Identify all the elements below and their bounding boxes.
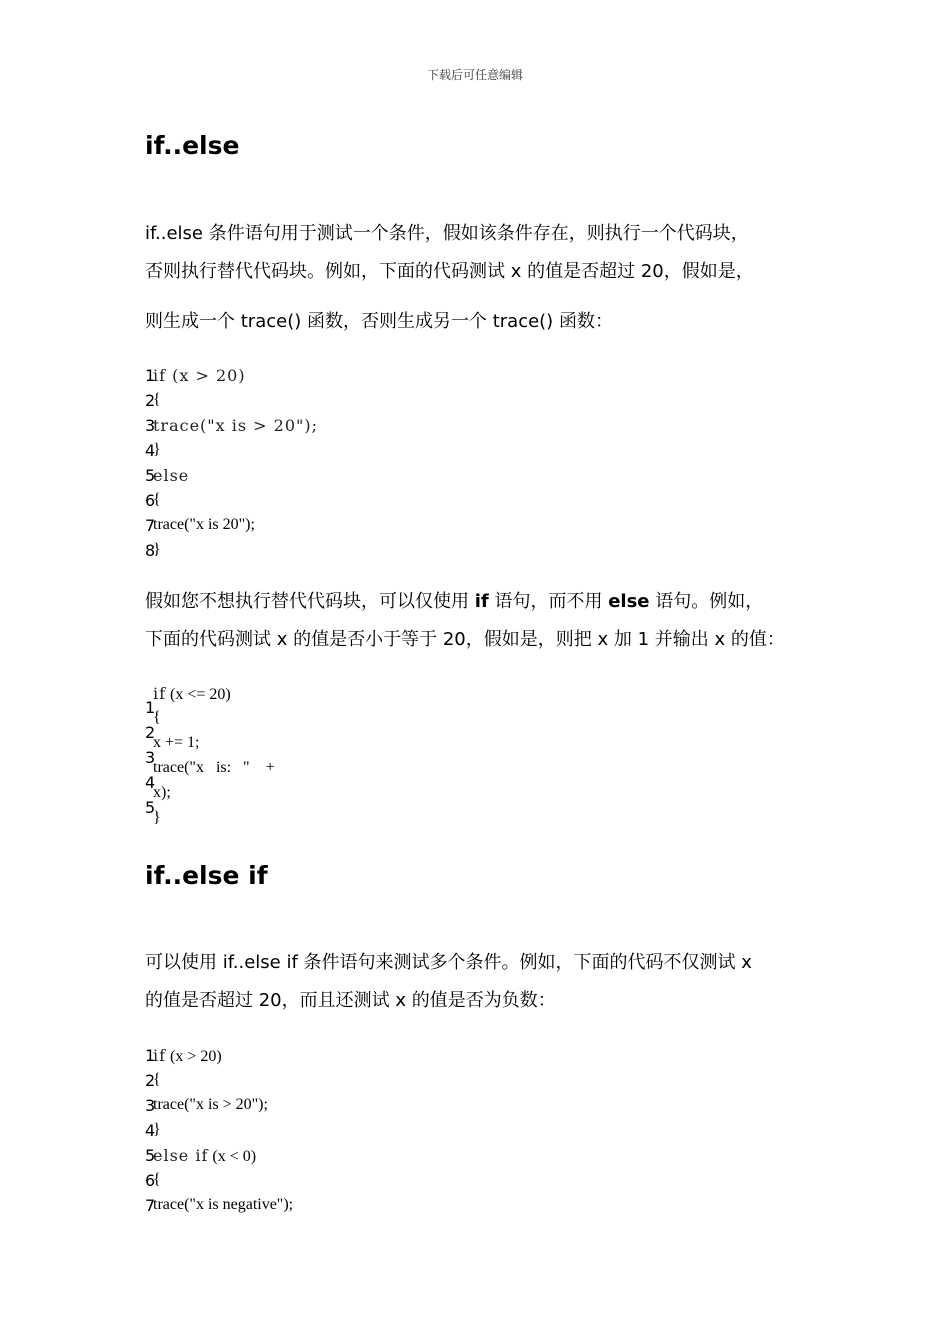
text-run: 条件语句来测试多个条件。例如，下面的代码不仅测试 — [297, 952, 742, 973]
text-run: 的值是否超过 — [145, 990, 259, 1011]
text-run: else — [608, 591, 650, 612]
text-run: x — [276, 629, 288, 650]
text-run: } — [153, 441, 161, 458]
line-number: 7 — [145, 1196, 156, 1215]
code-line — [153, 1171, 161, 1189]
text-run: 下面的代码测试 — [145, 629, 277, 650]
line-number: 3 — [145, 416, 156, 435]
paragraph-line — [145, 587, 805, 613]
text-run: 假如您不想执行替代代码块，可以仅使用 — [145, 591, 475, 612]
text-run: (x > 20) — [166, 1048, 222, 1065]
text-run: if (x > 20) — [153, 366, 246, 385]
text-run: 的值是否为负数： — [406, 990, 556, 1011]
text-run: else — [153, 466, 190, 485]
paragraph-line — [145, 307, 805, 333]
text-run: 语句。例如， — [649, 591, 764, 612]
text-run: 的值是否小于等于 — [287, 629, 443, 650]
text-run: (x <= 20) — [166, 686, 231, 703]
text-run: 否则执行替代代码块。例如，下面的代码测试 — [145, 261, 511, 282]
code-line — [153, 1146, 256, 1166]
text-run: trace() — [492, 311, 554, 332]
text-run: } — [153, 1121, 161, 1138]
paragraph-line — [145, 219, 805, 245]
line-number: 3 — [145, 748, 156, 767]
line-number: 3 — [145, 1096, 156, 1115]
text-run: x += 1; — [153, 734, 200, 751]
text-run: 加 — [608, 629, 638, 650]
text-run: else if — [153, 1146, 209, 1165]
code-line — [153, 466, 189, 486]
line-number: 4 — [145, 441, 156, 460]
text-run: trace() — [240, 311, 302, 332]
code-line — [153, 441, 161, 459]
text-run: trace("x is negative"); — [153, 1196, 294, 1213]
code-line — [153, 759, 275, 777]
text-run: 20 — [258, 990, 282, 1011]
text-run: x); — [153, 784, 171, 801]
text-run: 20 — [442, 629, 466, 650]
section-heading-if-else: if..else — [145, 131, 240, 160]
paragraph-line — [145, 948, 805, 974]
code-line — [153, 1071, 161, 1089]
text-run: if..else — [145, 223, 203, 244]
text-run: trace("x is 20"); — [153, 516, 255, 533]
text-run: 语句，而不用 — [488, 591, 609, 612]
text-run: 函数： — [553, 311, 613, 332]
line-number: 2 — [145, 391, 156, 410]
text-run: x — [714, 629, 726, 650]
code-line — [153, 1096, 268, 1114]
text-run: 并输出 — [649, 629, 715, 650]
line-number: 1 — [145, 366, 156, 385]
text-run: x — [395, 990, 407, 1011]
code-line — [153, 684, 231, 704]
code-line — [153, 391, 161, 409]
text-run: 的值： — [725, 629, 785, 650]
line-number: 8 — [145, 541, 156, 560]
text-run: } — [153, 809, 161, 826]
text-run: { — [153, 1071, 161, 1088]
text-run: if — [153, 1046, 167, 1065]
text-run: } — [153, 541, 161, 558]
text-run: 可以使用 — [145, 952, 223, 973]
line-number: 2 — [145, 1071, 156, 1090]
code-line — [153, 491, 161, 509]
line-number: 6 — [145, 1171, 156, 1190]
code-line — [153, 784, 171, 802]
code-line — [153, 1196, 293, 1214]
text-run: 函数，否则生成另一个 — [301, 311, 493, 332]
text-run: ，假如是，则把 — [465, 629, 598, 650]
text-run: 20 — [640, 261, 664, 282]
text-run: { — [153, 709, 161, 726]
line-number: 7 — [145, 516, 156, 535]
text-run: x — [741, 952, 752, 973]
code-line — [153, 541, 161, 559]
text-run: x — [510, 261, 522, 282]
line-number: 5 — [145, 1146, 156, 1165]
code-line — [153, 416, 318, 436]
code-line — [153, 1046, 222, 1066]
text-run: 条件语句用于测试一个条件，假如该条件存在，则执行一个代码块， — [203, 223, 749, 244]
code-line — [153, 734, 200, 752]
text-run: { — [153, 491, 161, 508]
paragraph-line — [145, 625, 805, 651]
text-run: 则生成一个 — [145, 311, 241, 332]
text-run: { — [153, 1171, 161, 1188]
text-run: trace("x is: " + — [153, 759, 275, 776]
line-number: 1 — [145, 698, 156, 717]
text-run: if..else if — [222, 952, 298, 973]
text-run: if — [153, 684, 167, 703]
page-header: 下载后可任意编辑 — [426, 68, 523, 82]
code-line — [153, 709, 161, 727]
line-number: 4 — [145, 773, 156, 792]
text-run: (x < 0) — [208, 1148, 257, 1165]
line-number: 2 — [145, 723, 156, 742]
text-run: 的值是否超过 — [521, 261, 641, 282]
code-line — [153, 516, 255, 534]
code-line — [153, 1121, 161, 1139]
paragraph-line — [145, 257, 805, 283]
line-number: 6 — [145, 491, 156, 510]
line-number: 5 — [145, 798, 156, 817]
text-run: { — [153, 391, 161, 408]
text-run: 1 — [637, 629, 650, 650]
text-run: trace("x is > 20"); — [153, 1096, 268, 1113]
section-heading-if-else-if: if..else if — [145, 861, 268, 890]
line-number: 5 — [145, 466, 156, 485]
text-run: ，假如是， — [663, 261, 754, 282]
code-line — [153, 366, 246, 386]
code-line — [153, 809, 161, 827]
text-run: if — [474, 591, 489, 612]
text-run: x — [597, 629, 609, 650]
text-run: ，而且还测试 — [281, 990, 396, 1011]
line-number: 1 — [145, 1046, 156, 1065]
line-number: 4 — [145, 1121, 156, 1140]
paragraph-line — [145, 986, 805, 1012]
text-run: trace("x is > 20"); — [153, 416, 319, 435]
